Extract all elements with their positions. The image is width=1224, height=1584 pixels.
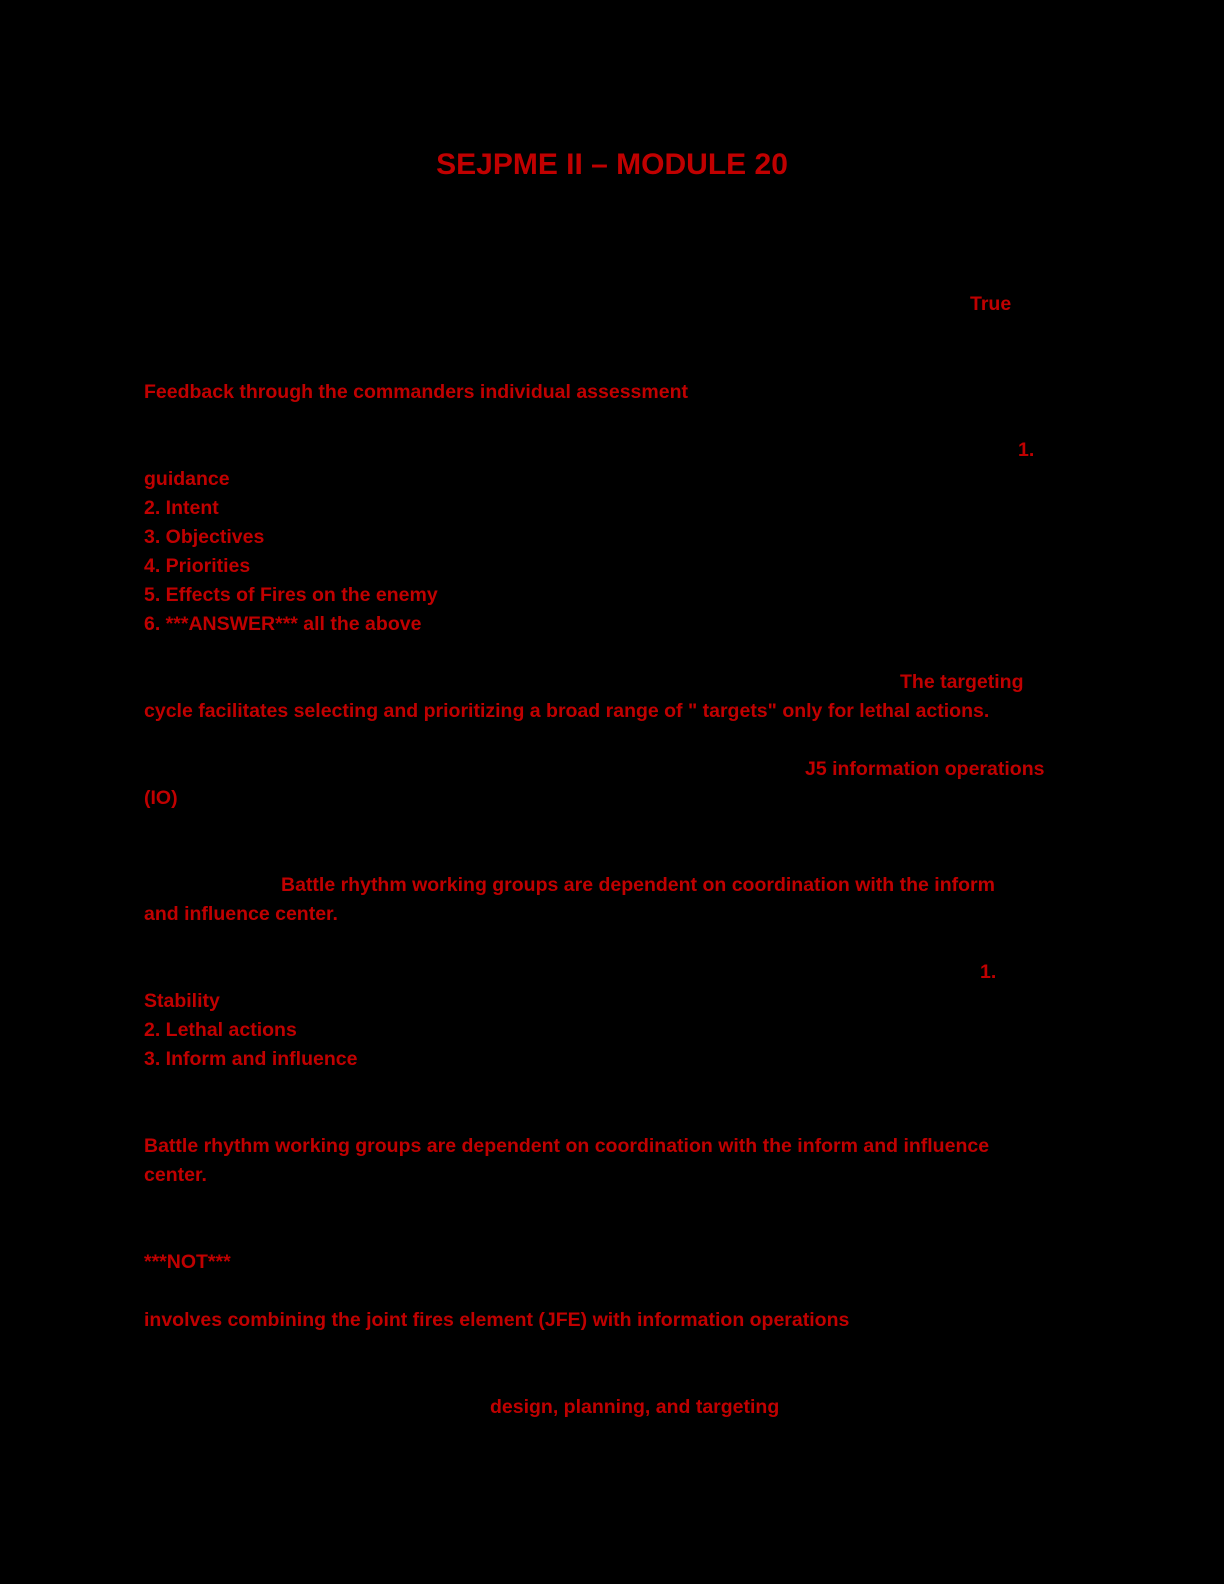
answer-not: ***NOT*** (144, 1251, 231, 1273)
list-item: 4. Priorities (144, 555, 251, 577)
answer-targeting: The targeting (900, 671, 1024, 693)
answer-true: True (970, 293, 1012, 315)
answer-feedback: Feedback through the commanders individual assessment (144, 381, 688, 403)
answer-design: design, planning, and targeting (490, 1396, 780, 1418)
answer-battle-rhythm-2: Battle rhythm working groups are dependent on coordination with the inform and influence (144, 1135, 990, 1157)
list-item: Stability (144, 990, 220, 1012)
list-item: 2. Lethal actions (144, 1019, 297, 1041)
answer-j5-cont: (IO) (144, 787, 178, 809)
list-item-number: 1. (980, 961, 997, 983)
list-item: 2. Intent (144, 497, 219, 519)
answer-battle-rhythm-cont: and influence center. (144, 903, 338, 925)
page-title: SEJPME II – MODULE 20 (436, 148, 788, 181)
answer-targeting-cont: cycle facilitates selecting and prioritizing a broad range of " targets" only for lethal actions. (144, 700, 990, 722)
list-item: 5. Effects of Fires on the enemy (144, 584, 438, 606)
list-item: 6. ***ANSWER*** all the above (144, 613, 422, 635)
answer-jfe: involves combining the joint fires element (JFE) with information operations (144, 1309, 850, 1331)
list-item: 3. Inform and influence (144, 1048, 358, 1070)
list-item-number: 1. (1018, 439, 1035, 461)
answer-j5: J5 information operations (805, 758, 1045, 780)
answer-battle-rhythm-2-cont: center. (144, 1164, 207, 1186)
list-item: guidance (144, 468, 230, 490)
answer-battle-rhythm: Battle rhythm working groups are dependent on coordination with the inform (281, 874, 995, 896)
list-item: 3. Objectives (144, 526, 265, 548)
